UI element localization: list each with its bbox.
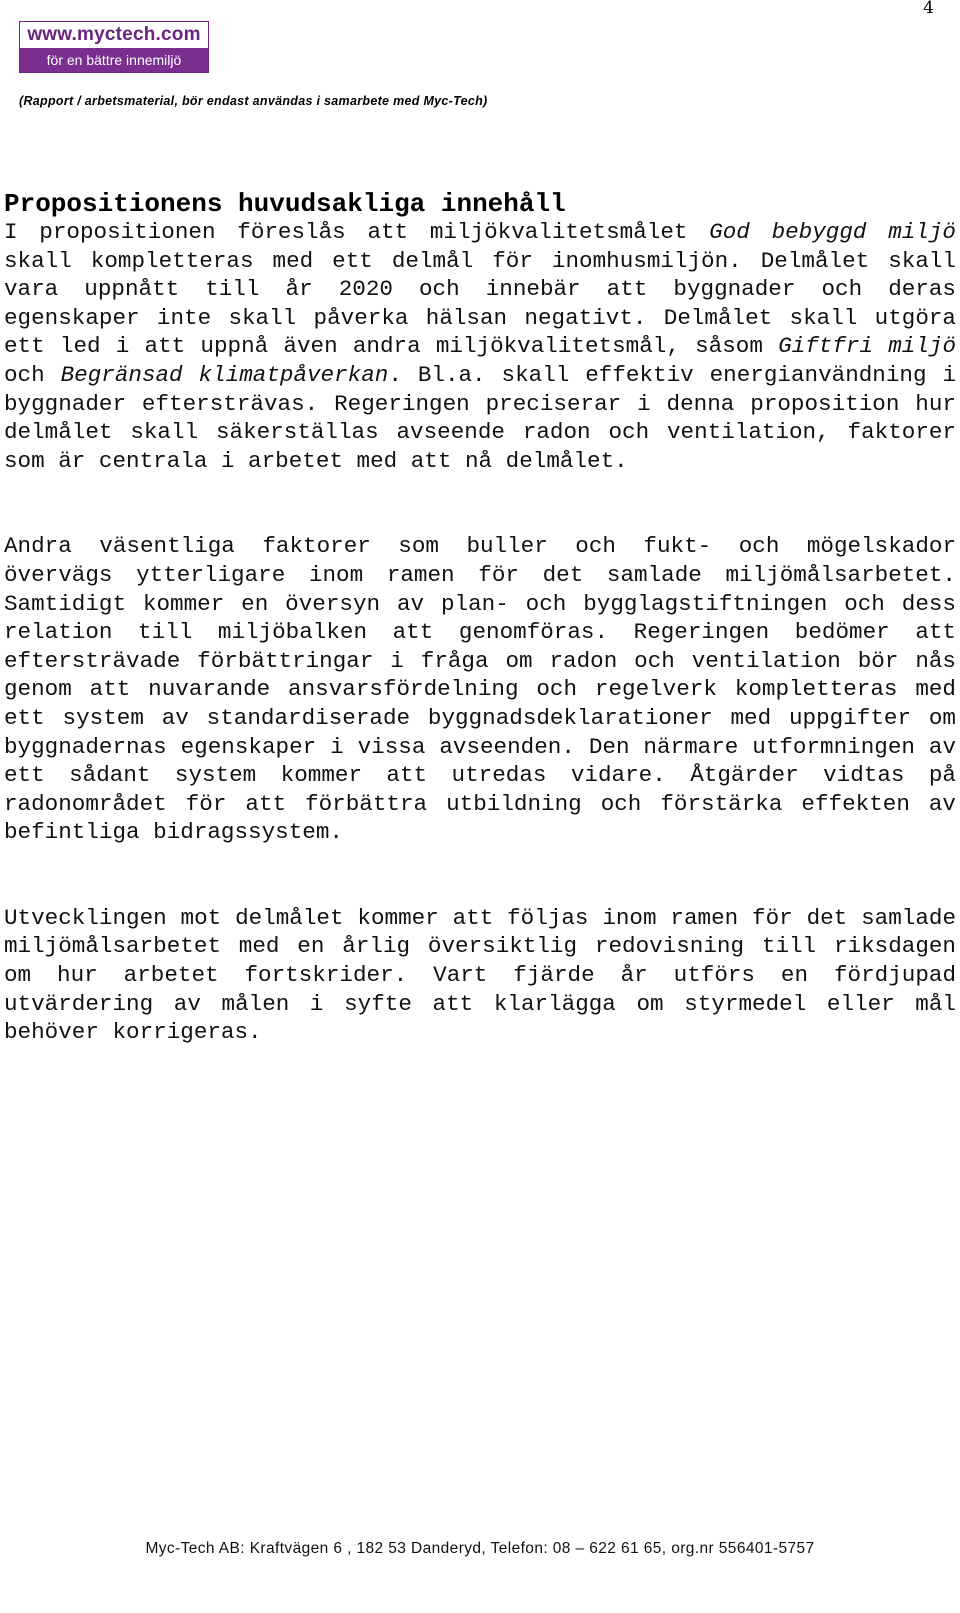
page-number: 4 [923,0,934,18]
report-note: (Rapport / arbetsmaterial, bör endast användas i samarbete med Myc-Tech) [19,94,488,108]
goal-giftfri-miljo: Giftfri miljö [778,333,956,360]
goal-begransad-klimatpaverkan: Begränsad klimatpåverkan [60,361,389,388]
paragraph-3: Utvecklingen mot delmålet kommer att följas inom ramen för det samlade miljömålsarbetet med en årlig översiktlig redovisning till riksdagen om hur arbetet fortskrider. Vart fjärde år utförs en fördjupad utvärdering av målen i syfte att klarlägga om styrmedel eller mål behöver korrigeras. [4,904,956,1046]
logo-tagline: för en bättre innemiljö [46,52,182,68]
paragraph-1 [4,218,956,475]
paragraph-1-text-a: I propositionen föreslås att miljökvalitetsmålet [4,219,710,245]
paragraph-1-text-d: . Bl.a. skall effektiv energianvändning i byggnader eftersträvas. Regeringen preciserar i denna proposition hur delmålet skall säkerställas avseende radon och ventilation, faktorer som är centrala i arbetet med att nå delmålet. [4,361,957,474]
document-body [4,190,956,1047]
section-heading: Propositionens huvudsakliga innehåll [4,189,566,219]
goal-god-bebyggd-miljo: God bebyggd miljö [709,219,956,245]
logo-site-text: www.myctech.com [20,22,208,48]
paragraph-1-text-b: skall kompletteras med ett delmål för inomhusmiljön. Delmålet skall vara uppnått till år 2020 och innebär att byggnader och deras egenskaper inte skall påverka hälsan negativt. Delmålet skall utgöra ett led i att uppnå även andra miljökvalitetsmål, såsom [4,247,956,360]
page-footer: Myc-Tech AB: Kraftvägen 6 , 182 53 Danderyd, Telefon: 08 – 622 61 65, org.nr 556401-5757 [145,1540,815,1557]
paragraph-1-text-c: och [4,361,61,388]
paragraph-2: Andra väsentliga faktorer som buller och fukt- och mögelskador övervägs ytterligare inom ramen för det samlade miljömålsarbetet. Samtidigt kommer en översyn av plan- och bygglagstiftningen och dess relation till miljöbalken att genomföras. Regeringen bedömer att eftersträvade förbättringar i fråga om radon och ventilation bör nås genom att nuvarande ansvarsfördelning och regelverk kompletteras med ett system av standardiserade byggnadsdeklarationer med uppgifter om byggnadernas egenskaper i vissa avseenden. Den närmare utformningen av ett sådant system kommer att utredas vidare. Åtgärder vidtas på radonområdet för att förbättra utbildning och förstärka effekten av befintliga bidragssystem. [4,533,956,846]
myctech-logo [19,21,209,73]
